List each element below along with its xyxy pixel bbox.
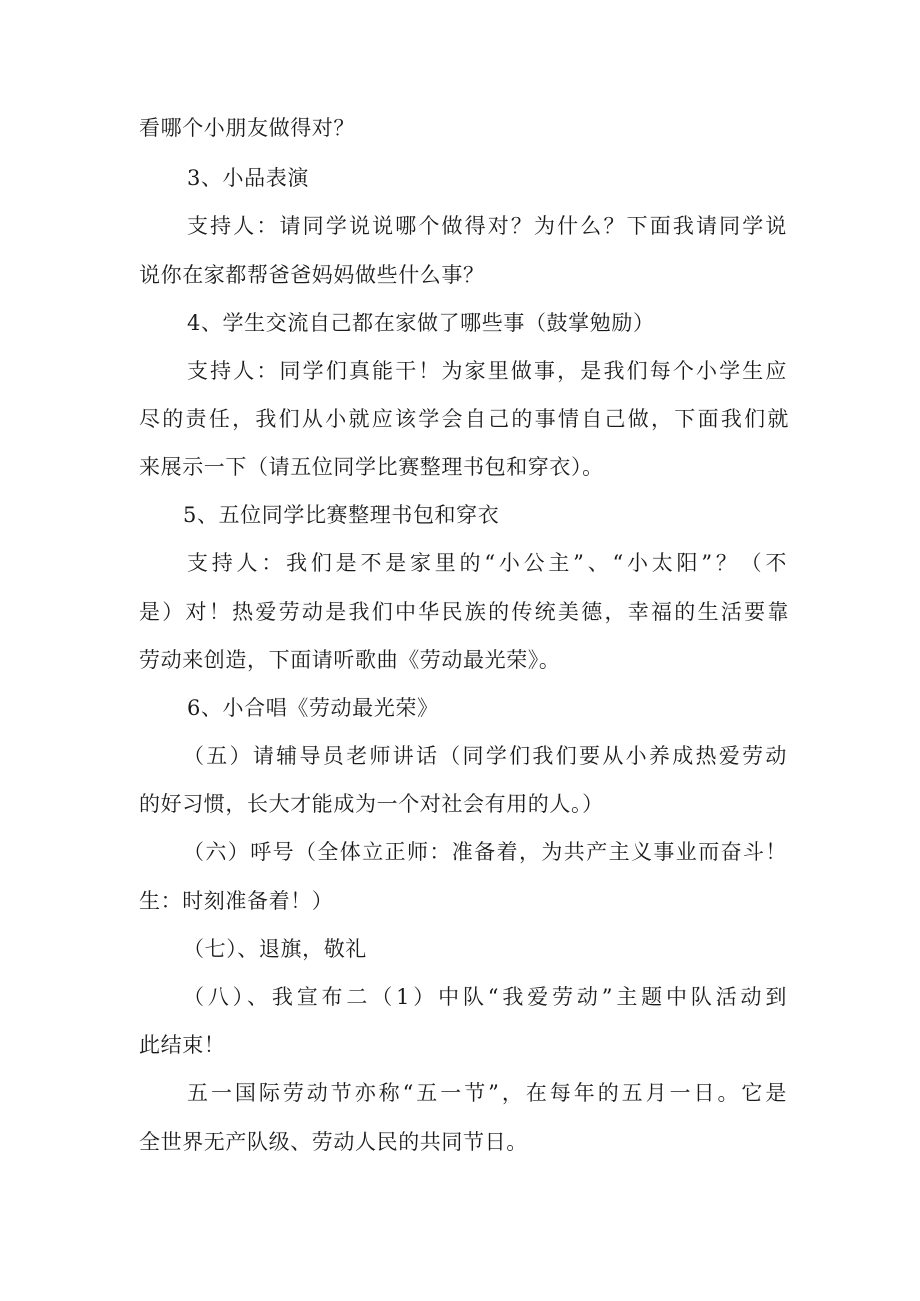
- text-line: （五）请辅导员老师讲话（同学们我们要从小养成热爱劳动: [183, 744, 787, 768]
- text-line: 来展示一下（请五位同学比赛整理书包和穿衣）。: [139, 455, 604, 479]
- text-line: （六）呼号（全体立正师：准备着，为共产主义事业而奋斗！: [183, 840, 787, 864]
- text-line: 全世界无产队级、劳动人民的共同节日。: [139, 1130, 528, 1154]
- section-heading: 3、小品表演: [187, 166, 309, 190]
- section-heading: 5、五位同学比赛整理书包和穿衣: [183, 503, 500, 527]
- text-line: 看哪个小朋友做得对？: [139, 116, 355, 140]
- text-line: 支持人：请同学说说哪个做得对？为什么？下面我请同学说: [187, 214, 787, 238]
- text-line: 支持人：我们是不是家里的“小公主”、“小太阳”？（不: [187, 551, 787, 575]
- text-line: 是）对！热爱劳动是我们中华民族的传统美德，幸福的生活要靠: [139, 600, 789, 624]
- section-heading: 6、小合唱《劳动最光荣》: [187, 696, 439, 720]
- text-line: 劳动来创造，下面请听歌曲《劳动最光荣》。: [139, 648, 561, 672]
- text-line: （八）、我宣布二（1）中队“我爱劳动”主题中队活动到: [183, 985, 787, 1009]
- text-line: 生：时刻准备着！）: [139, 889, 334, 913]
- text-line: 五一国际劳动节亦称“五一节”，在每年的五月一日。它是: [187, 1081, 787, 1105]
- section-heading: （七）、退旗，敬礼: [183, 937, 367, 961]
- text-line: 支持人：同学们真能干！为家里做事，是我们每个小学生应: [187, 359, 787, 383]
- section-heading: 4、学生交流自己都在家做了哪些事（鼓掌勉励）: [187, 311, 655, 335]
- text-line: 尽的责任，我们从小就应该学会自己的事情自己做，下面我们就: [139, 407, 789, 431]
- text-line: 此结束！: [139, 1033, 226, 1057]
- text-line: 说你在家都帮爸爸妈妈做些什么事？: [139, 263, 485, 287]
- text-line: 的好习惯，长大才能成为一个对社会有用的人。）: [139, 792, 604, 816]
